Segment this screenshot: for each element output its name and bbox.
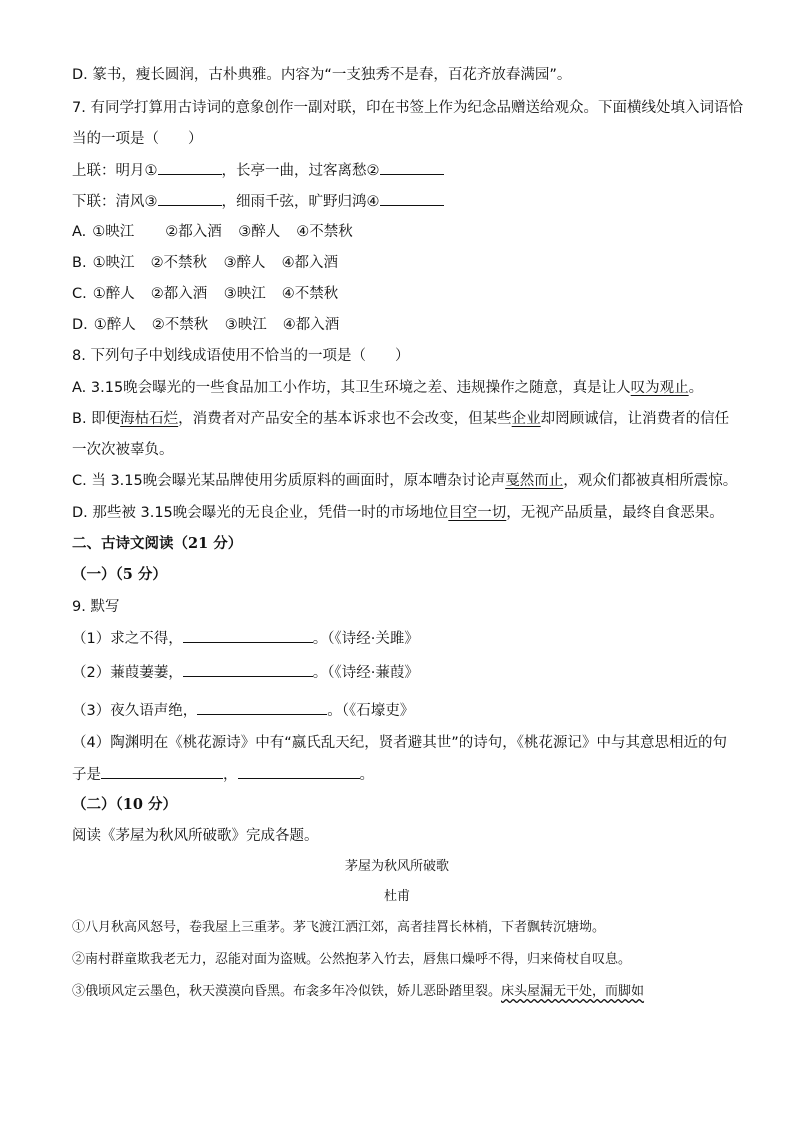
option-item: ③映江 (224, 317, 267, 333)
item-text: 。 (359, 767, 374, 783)
item-text: 子是 (72, 767, 101, 783)
q9-item-4-line2 (72, 764, 374, 785)
option-label: C. (72, 286, 87, 302)
q7-stem-line2: 当的一项是（ ） (72, 131, 203, 147)
item-source: 。（《石壕吏》 (327, 703, 415, 719)
q7-option-a[interactable] (72, 222, 353, 242)
answer-blank[interactable] (183, 628, 313, 643)
option-item: ②都入酒 (165, 224, 222, 240)
q8-option-b-line2: 一次次被辜负。 (72, 442, 174, 458)
option-item: ②不禁秋 (151, 317, 209, 333)
option-item: ②都入酒 (150, 286, 208, 302)
option-item: ③醉人 (223, 255, 266, 271)
blank-4[interactable] (380, 191, 444, 206)
lower-part-a: 下联：清风③ (72, 194, 158, 210)
underlined-idiom: 目空一切 (448, 505, 507, 521)
lower-part-b: ，细雨千弦，旷野归鸿④ (221, 194, 380, 210)
option-item: ④都入酒 (281, 255, 339, 271)
poem-author: 杜甫 (383, 889, 410, 904)
q8-option-b[interactable] (72, 409, 729, 429)
option-item: ①映江 (92, 224, 135, 240)
poem-paragraph-3 (72, 983, 644, 1001)
poem-paragraph-1: ①八月秋高风怒号，卷我屋上三重茅。茅飞渡江洒江郊，高者挂罥长林梢，下者飘转沉塘坳。 (72, 920, 606, 935)
q7-option-d[interactable] (72, 315, 339, 335)
option-item: ①醉人 (93, 317, 136, 333)
option-text: D. 那些被 3.15晚会曝光的无良企业，凭借一时的市场地位 (72, 505, 449, 521)
option-text: 却罔顾诚信，让消费者的信任 (540, 411, 730, 427)
upper-part-b: ，长亭一曲，过客离愁② (221, 163, 380, 179)
upper-part-a: 上联：明月① (72, 163, 158, 179)
q7-option-c[interactable] (72, 284, 338, 304)
section-heading: 二、古诗文阅读（21 分） (72, 535, 243, 552)
poem-paragraph-2: ②南村群童欺我老无力，忍能对面为盗贼。公然抱茅入竹去，唇焦口燥呼不得，归来倚杖自叹息。 (72, 952, 632, 967)
q8-option-c[interactable] (72, 471, 737, 491)
q8-option-d[interactable] (72, 503, 724, 523)
part-two-heading: （二）（10 分） (72, 796, 177, 813)
option-text: B. 即便 (72, 411, 121, 427)
item-source: 。（《诗经·蒹葭》 (312, 665, 419, 681)
q7-lower-couplet (72, 191, 444, 212)
blank-3[interactable] (158, 191, 222, 206)
reading-intro: 阅读《茅屋为秋风所破歌》完成各题。 (72, 828, 319, 844)
item-source: 。（《诗经·关雎》 (312, 631, 419, 647)
option-item: ④不禁秋 (281, 286, 339, 302)
item-text: ， (223, 767, 238, 783)
option-text: ，观众们都被真相所震惊。 (563, 473, 738, 489)
answer-blank[interactable] (183, 662, 313, 677)
item-text: （2）蒹葭萋萋， (72, 665, 183, 681)
answer-blank[interactable] (238, 764, 360, 779)
q8-option-a[interactable] (72, 378, 703, 398)
q9-item-2 (72, 662, 419, 683)
option-item: ②不禁秋 (150, 255, 208, 271)
q9-item-1 (72, 628, 419, 649)
option-item: ③醉人 (238, 224, 281, 240)
answer-blank[interactable] (101, 764, 223, 779)
answer-blank[interactable] (197, 700, 327, 715)
q9-item-4: （4）陶渊明在《桃花源诗》中有“嬴氏乱天纪，贤者避其世”的诗句，《桃花源记》中与其意思相近的句 (72, 735, 727, 751)
poem-text: ③俄顷风定云墨色，秋天漠漠向昏黑。布衾多年冷似铁，娇儿恶卧踏里裂。 (72, 984, 502, 999)
q9-title: 9. 默写 (72, 599, 120, 615)
underlined-idiom: 戛然而止 (505, 473, 564, 489)
wavy-underlined-line: 床头屋漏无干处，而脚如 (501, 984, 645, 999)
blank-1[interactable] (158, 160, 222, 175)
option-text: ，消费者对产品安全的基本诉求也不会改变，但某些 (178, 411, 512, 427)
option-item: ④不禁秋 (296, 224, 353, 240)
option-text: C. 当 3.15晚会曝光某品牌使用劣质原料的画面时，原本嘈杂讨论声 (72, 473, 506, 489)
blank-2[interactable] (380, 160, 444, 175)
underlined-word: 企业 (511, 411, 541, 427)
option-text: ，无视产品质量，最终自食恶果。 (506, 505, 724, 521)
option-item: ①映江 (92, 255, 135, 271)
poem-title: 茅屋为秋风所破歌 (344, 859, 449, 874)
q7-upper-couplet (72, 160, 444, 181)
option-label: A. (72, 224, 87, 240)
item-text: （1）求之不得， (72, 631, 183, 647)
option-label: D. (72, 317, 88, 333)
part-one-heading: （一）（5 分） (72, 566, 167, 583)
q8-stem: 8. 下列句子中划线成语使用不恰当的一项是（ ） (72, 348, 410, 364)
q6-option-d: D. 篆书，瘦长圆润，古朴典雅。内容为“一支独秀不是春，百花齐放春满园”。 (72, 67, 572, 83)
q7-stem-line1: 7. 有同学打算用古诗词的意象创作一副对联，印在书签上作为纪念品赠送给观众。下面横线处填入词语恰 (72, 100, 743, 116)
option-item: ④都入酒 (282, 317, 340, 333)
option-item: ③映江 (223, 286, 266, 302)
underlined-idiom: 叹为观止 (630, 380, 689, 396)
option-text: 。 (688, 380, 704, 396)
underlined-idiom: 海枯石烂 (120, 411, 179, 427)
item-text: （3）夜久语声绝， (72, 703, 198, 719)
q9-item-3 (72, 700, 414, 721)
q7-option-b[interactable] (72, 253, 338, 273)
option-label: B. (72, 255, 87, 271)
option-item: ①醉人 (92, 286, 135, 302)
option-text: A. 3.15晚会曝光的一些食品加工小作坊，其卫生环境之差、违规操作之随意，真是让人 (72, 380, 631, 396)
